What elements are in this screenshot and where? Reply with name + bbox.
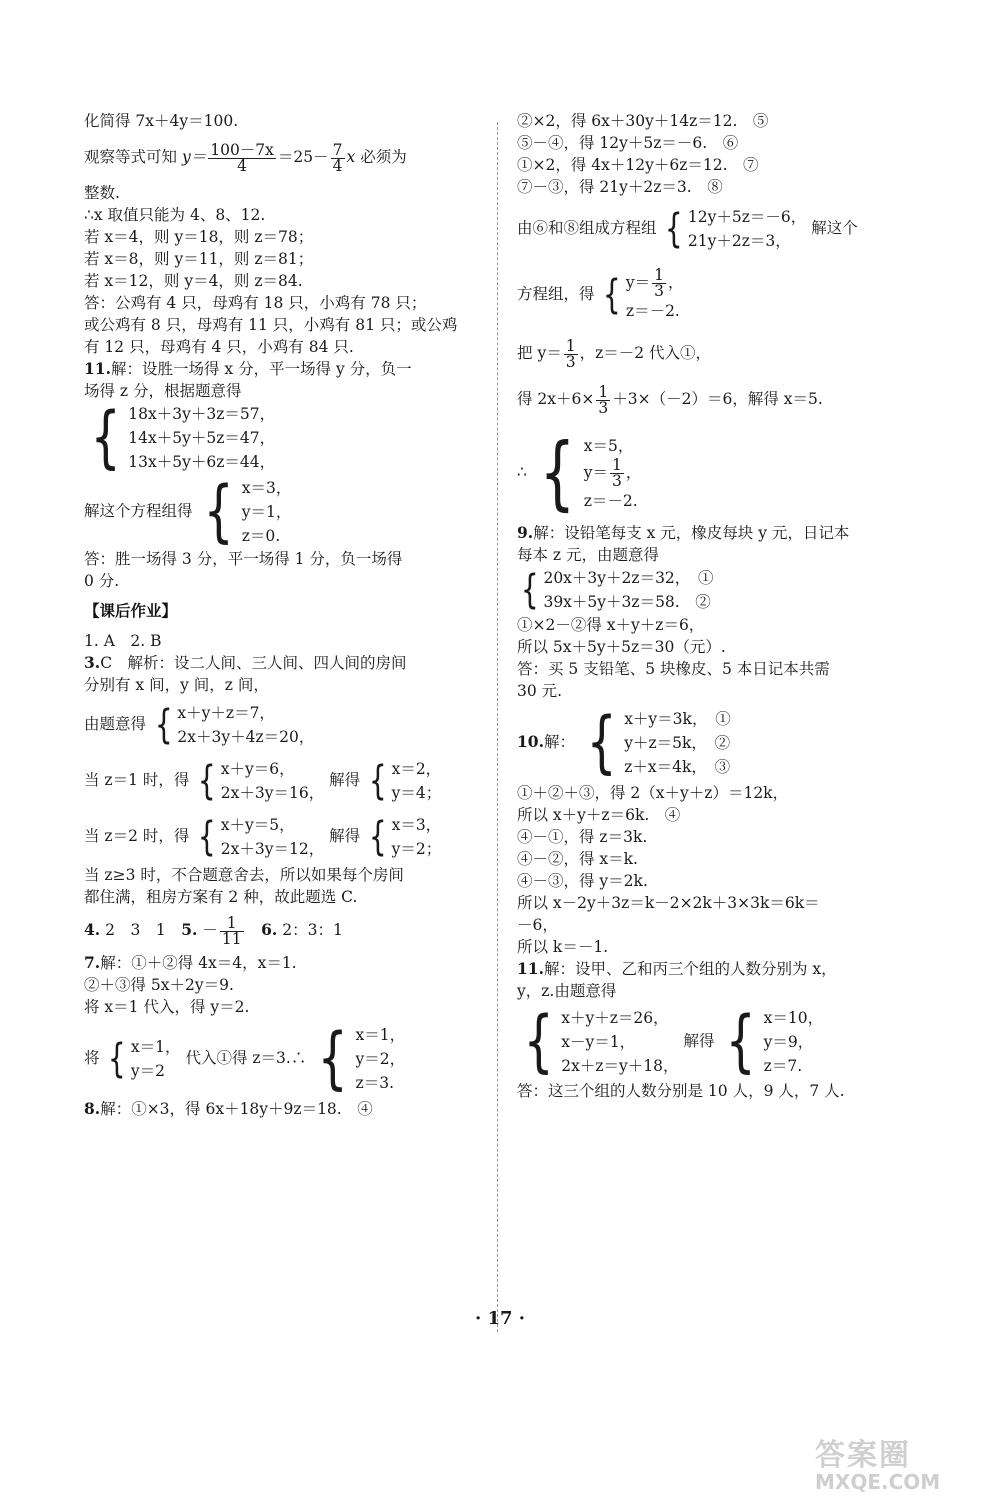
text-line: 将 { x＝1， y＝2 代入①得 z＝3.∴ { x＝1， y＝2， z＝3. bbox=[84, 1019, 406, 1098]
text-line: 得 2x＋6× $\frac{1}{3}$ ＋3×（－2）＝6，解得 x＝5. bbox=[517, 382, 823, 417]
text-line: 分别有 x 间，y 间，z 间， bbox=[84, 676, 269, 694]
text-line: 30 元. bbox=[517, 682, 563, 700]
text-line: 7.解：①＋②得 4x＝4，x＝1. bbox=[84, 953, 297, 972]
equation-system: { 20x＋3y＋2z＝32， ① 39x＋5y＋3z＝58. ② bbox=[520, 567, 714, 613]
text-line: 10.解： { x＋y＝3k， ① y＋z＝5k， ② z＋x＝4k， ③ bbox=[517, 703, 731, 782]
text-line: ④－①，得 z＝3k. bbox=[517, 828, 648, 846]
text-line: 由⑥和⑧组成方程组 { 12y＋5z＝－6， 21y＋2z＝3， 解这个 bbox=[517, 206, 858, 252]
text-line: 当 z＝1 时，得 { x＋y＝6， 2x＋3y＝16， 解得 { x＝2， y＝4； bbox=[84, 758, 442, 804]
text-line: 场得 z 分，根据题意得 bbox=[84, 382, 242, 400]
text-line: 若 x＝4，则 y＝18，则 z＝78； bbox=[84, 228, 314, 246]
text-line: 解这个方程组得 { x＝3， y＝1， z＝0. bbox=[84, 472, 292, 551]
text-line: ①×2，得 4x＋12y＋6z＝12. ⑦ bbox=[517, 156, 759, 174]
text-line: 方程组，得 { y＝ $\frac{1}{3}$ ， z＝－2. bbox=[517, 265, 684, 320]
text-line: { x＋y＋z＝26， x－y＝1， 2x＋z＝y＋18， 解得 { x＝10， y＝9， z＝7. bbox=[523, 1002, 824, 1081]
text-line: 都住满，租房方案有 2 种，故此题选 C. bbox=[84, 888, 358, 906]
text-line: 9.解：设铅笔每支 x 元，橡皮每块 y 元，日记本 bbox=[517, 523, 850, 542]
text-line: 当 z＝2 时，得 { x＋y＝5， 2x＋3y＝12， 解得 { x＝3， y＝2； bbox=[84, 814, 442, 860]
text-line: ②＋③得 5x＋2y＝9. bbox=[84, 976, 234, 994]
text-line: ⑤－④，得 12y＋5z＝－6. ⑥ bbox=[517, 134, 739, 152]
text-line: 答：这三个组的人数分别是 10 人，9 人，7 人. bbox=[517, 1082, 845, 1100]
text-line: 答：胜一场得 3 分，平一场得 1 分，负一场得 bbox=[84, 550, 403, 568]
text-line: 有 12 只，母鸡有 4 只，小鸡有 84 只. bbox=[84, 338, 354, 356]
equation-system: { 18x＋3y＋3z＝57， 14x＋5y＋5z＝47， 13x＋5y＋6z＝44， bbox=[90, 398, 276, 477]
right-column bbox=[517, 110, 915, 1102]
text-line: ②×2，得 6x＋30y＋14z＝12. ⑤ bbox=[517, 112, 769, 130]
text-line: ①×2－②得 x＋y＋z＝6， bbox=[517, 616, 705, 634]
text-line: ∴ { x＝5， y＝ $\frac{1}{3}$ ， z＝－2. bbox=[517, 426, 642, 519]
left-column bbox=[84, 110, 484, 1120]
section-heading: 【课后作业】 bbox=[84, 601, 178, 620]
text-line: 答：买 5 支铅笔、5 块橡皮、5 本日记本共需 bbox=[517, 660, 830, 678]
text-line: y，z.由题意得 bbox=[517, 982, 617, 1000]
text-line: 由题意得 { x＋y＋z＝7， 2x＋3y＋4z＝20， bbox=[84, 702, 315, 748]
text-line: 观察等式可知 y＝ $\frac{100-7x}{4}$ ＝25－ $\frac{7}{4}$ x 必须为 bbox=[84, 140, 407, 175]
text-line: ⑦－③，得 21y＋2z＝3. ⑧ bbox=[517, 178, 723, 196]
text-line: 若 x＝8，则 y＝11，则 z＝81； bbox=[84, 250, 314, 268]
text-line: 若 x＝12，则 y＝4，则 z＝84. bbox=[84, 272, 303, 290]
text-line: 0 分. bbox=[84, 572, 120, 590]
page-number: · 17 · bbox=[474, 1308, 526, 1329]
text-line: －6， bbox=[517, 916, 558, 934]
column-divider bbox=[497, 122, 498, 1332]
text-line: 11.解：设胜一场得 x 分，平一场得 y 分，负一 bbox=[84, 359, 412, 378]
text-line: 1. A 2. B bbox=[84, 632, 162, 650]
text-line: 把 y＝ $\frac{1}{3}$ ，z＝－2 代入①， bbox=[517, 336, 712, 371]
text-line: 或公鸡有 8 只，母鸡有 11 只，小鸡有 81 只；或公鸡 bbox=[84, 316, 458, 334]
text-line: 所以 5x＋5y＋5z＝30（元）. bbox=[517, 638, 726, 656]
watermark: 答案圈 MXQE.COM bbox=[815, 1438, 941, 1494]
text-line: 3.C 解析：设二人间、三人间、四人间的房间 bbox=[84, 653, 407, 672]
text-line: 4. 2 3 1 5. － $\frac{1}{11}$ 6. 2：3：1 bbox=[84, 913, 343, 948]
text-line: ①＋②＋③，得 2（x＋y＋z）＝12k， bbox=[517, 784, 789, 802]
text-line: ∴x 取值只能为 4、8、12. bbox=[84, 206, 266, 224]
text-line: 所以 x－2y＋3z＝k－2×2k＋3×3k＝6k＝ bbox=[517, 894, 820, 912]
text-line: 整数. bbox=[84, 184, 120, 202]
text-line: 答：公鸡有 4 只，母鸡有 18 只，小鸡有 78 只； bbox=[84, 294, 427, 312]
text-line: ④－③，得 y＝2k. bbox=[517, 872, 648, 890]
text-line: 当 z≥3 时，不合题意舍去，所以如果每个房间 bbox=[84, 866, 404, 884]
text-line: 所以 k＝－1. bbox=[517, 938, 609, 956]
text-line: 11.解：设甲、乙和丙三个组的人数分别为 x， bbox=[517, 959, 837, 978]
text-line: 所以 x＋y＋z＝6k. ④ bbox=[517, 806, 681, 824]
text-line: 8.解：①×3，得 6x＋18y＋9z＝18. ④ bbox=[84, 1099, 373, 1118]
text-line: ④－②，得 x＝k. bbox=[517, 850, 638, 868]
text-line: 将 x＝1 代入，得 y＝2. bbox=[84, 998, 250, 1016]
text-line: 每本 z 元，由题意得 bbox=[517, 546, 660, 564]
text-line: 化简得 7x＋4y＝100. bbox=[84, 112, 239, 130]
